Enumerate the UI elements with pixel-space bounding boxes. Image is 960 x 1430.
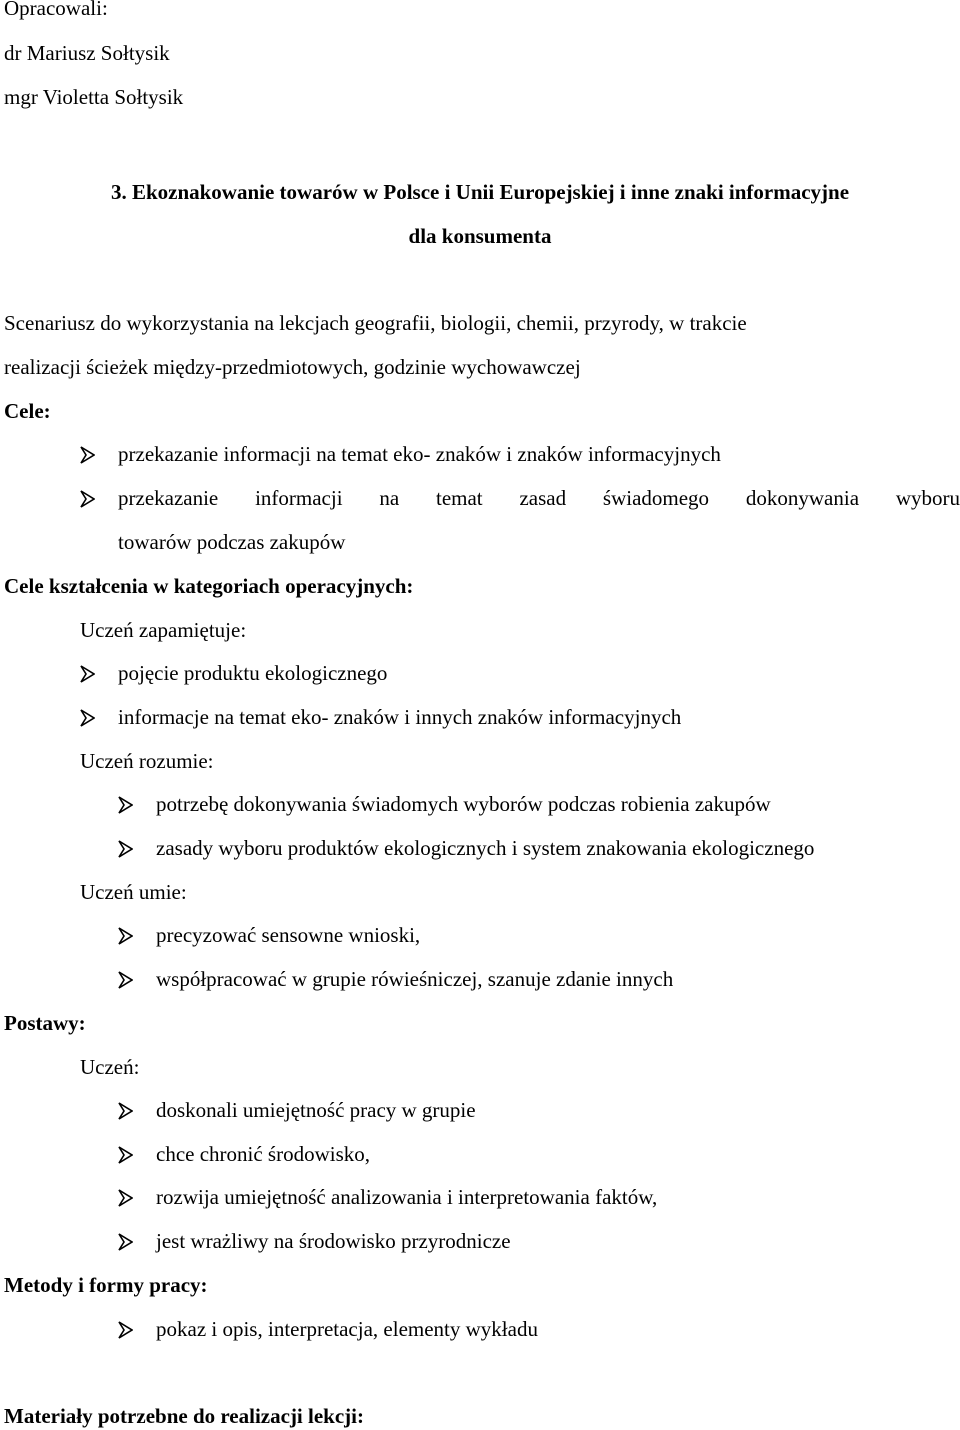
intro-text: realizacji ścieżek między-przedmiotowych, godzinie wychowawczej	[4, 355, 581, 379]
list-item: zasady wyboru produktów ekologicznych i system znakowania ekologicznego	[156, 836, 815, 860]
arrowhead-bullet-icon	[118, 927, 133, 945]
list-item: potrzebę dokonywania świadomych wyborów podczas robienia zakupów	[156, 792, 771, 816]
list-item: informacje na temat eko- znaków i innych znaków informacyjnych	[118, 705, 682, 729]
author-name: mgr Violetta Sołtysik	[4, 85, 184, 109]
list-item-continuation: towarów podczas zakupów	[118, 530, 346, 554]
arrowhead-bullet-icon	[118, 1233, 133, 1251]
arrowhead-bullet-icon	[118, 796, 133, 814]
list-item: przekazanie informacji na temat eko- znaków i znaków informacyjnych	[118, 442, 721, 466]
arrowhead-bullet-icon	[118, 1146, 133, 1164]
list-item: jest wrażliwy na środowisko przyrodnicze	[156, 1229, 511, 1253]
intro-text: Scenariusz do wykorzystania na lekcjach geografii, biologii, chemii, przyrody, w trakcie	[4, 311, 747, 335]
section-heading-cele-ksztalcenia: Cele kształcenia w kategoriach operacyjnych:	[4, 574, 414, 598]
arrowhead-bullet-icon	[118, 971, 133, 989]
arrowhead-bullet-icon	[80, 446, 95, 464]
arrowhead-bullet-icon	[118, 1189, 133, 1207]
section-heading-postawy: Postawy:	[4, 1011, 86, 1035]
list-item: pokaz i opis, interpretacja, elementy wykładu	[156, 1317, 538, 1341]
section-heading-cele: Cele:	[4, 399, 51, 423]
list-item: współpracować w grupie rówieśniczej, szanuje zdanie innych	[156, 967, 674, 991]
authors-heading: Opracowali:	[4, 0, 108, 20]
page-title: 3. Ekoznakowanie towarów w Polsce i Unii Europejskiej i inne znaki informacyjne	[110, 180, 850, 204]
subsection-label: Uczeń rozumie:	[80, 749, 214, 773]
arrowhead-bullet-icon	[118, 1321, 133, 1339]
subsection-label: Uczeń:	[80, 1055, 140, 1079]
section-heading-materialy: Materiały potrzebne do realizacji lekcji:	[4, 1404, 364, 1428]
section-heading-metody: Metody i formy pracy:	[4, 1273, 208, 1297]
list-item: chce chronić środowisko,	[156, 1142, 371, 1166]
subsection-label: Uczeń zapamiętuje:	[80, 618, 247, 642]
arrowhead-bullet-icon	[118, 840, 133, 858]
arrowhead-bullet-icon	[80, 665, 95, 683]
list-item: precyzować sensowne wnioski,	[156, 923, 421, 947]
list-item: pojęcie produktu ekologicznego	[118, 661, 388, 685]
arrowhead-bullet-icon	[80, 709, 95, 727]
list-item: doskonali umiejętność pracy w grupie	[156, 1098, 476, 1122]
list-item: rozwija umiejętność analizowania i interpretowania faktów,	[156, 1185, 658, 1209]
list-item: przekazanie informacji na temat zasad świadomego dokonywania wyboru	[118, 486, 960, 510]
author-name: dr Mariusz Sołtysik	[4, 41, 170, 65]
arrowhead-bullet-icon	[118, 1102, 133, 1120]
arrowhead-bullet-icon	[80, 490, 95, 508]
subsection-label: Uczeń umie:	[80, 880, 187, 904]
page-title: dla konsumenta	[408, 224, 552, 248]
